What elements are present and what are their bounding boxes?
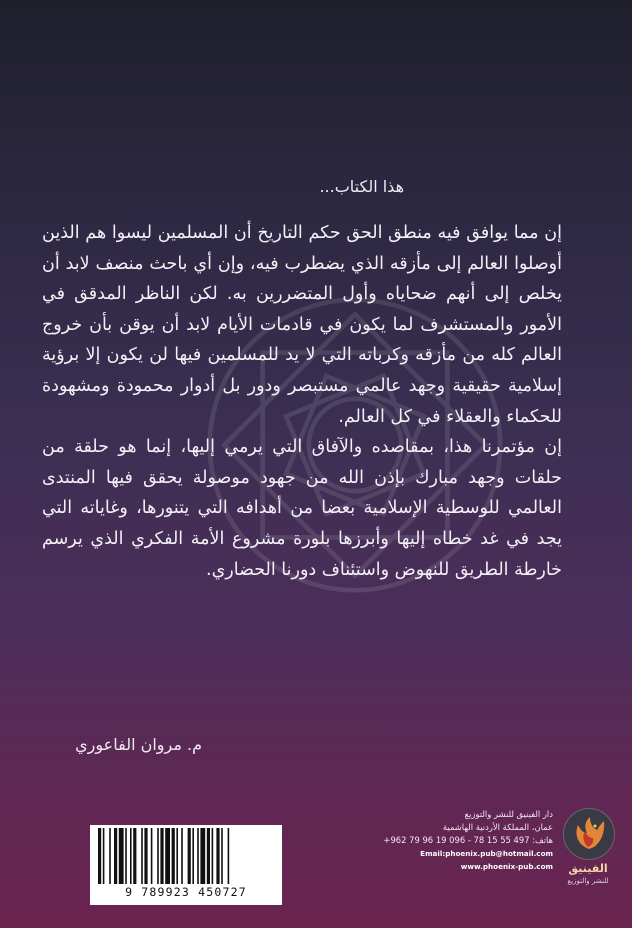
logo-circle bbox=[563, 808, 615, 860]
publisher-phone: هاتف: 497 55 15 78 - 096 19 96 79 962+ bbox=[383, 835, 553, 845]
publisher-info bbox=[383, 808, 553, 873]
publisher-logo bbox=[560, 808, 622, 888]
logo-label: الفينيق bbox=[568, 862, 608, 875]
blurb-heading: هذا الكتاب... bbox=[319, 177, 404, 196]
isbn-number: 9 789923 450727 bbox=[125, 885, 247, 899]
blurb-text bbox=[42, 218, 562, 585]
publisher-address: عمان، المملكة الأردنية الهاشمية bbox=[442, 822, 553, 832]
blurb-paragraph: إن مما يوافق فيه منطق الحق حكم التاريخ أن المسلمين ليسوا هم الذين أوصلوا العالم إلى مأزقه الذي يضطرب فيه، وإن أي باحث منصف لابد أن يخلص إلى أنهم ضحاياه وأول المتضررين به. لكن الناظر المدقق في الأمور والمستشرف لما يكون في قادمات الأيام لابد أن يوقن بأن خروج العالم كله من مأزقه وكرباته التي لا يد للمسلمين فيها لن يكون إلا برؤية إسلامية حقيقية وجهد عالمي مستبصر ودور بل أدوار محمودة ومشهودة للحكماء والعقلاء في كل العالم. bbox=[42, 223, 562, 427]
logo-sub-label: للنشر والتوزيع bbox=[567, 877, 609, 885]
blurb-paragraph: إن مؤتمرنا هذا، بمقاصده والآفاق التي يرمي إليها، إنما هو حلقة من حلقات وجهد مبارك بإذن الله من جهود موصولة يحقق فيها المنتدى العالمي للوسطية الإسلامية بعضا من أهدافه التي يتنورها، وغاياته التي يجد في غد خطاه إليها وأبرزها بلورة مشروع الأمة الفكري الذي يرسم خارطة الطريق للنهوض واستئناف دورنا الحضاري. bbox=[42, 437, 562, 580]
publisher-website: www.phoenix-pub.com bbox=[460, 862, 553, 871]
publisher-email: Email:phoenix.pub@hotmail.com bbox=[420, 849, 553, 858]
barcode-bars bbox=[94, 828, 278, 884]
publisher-name: دار الفينيق للنشر والتوزيع bbox=[464, 809, 553, 819]
author-signature: م. مروان الفاعوري bbox=[75, 735, 202, 754]
phoenix-bird-icon bbox=[564, 809, 614, 859]
isbn-barcode bbox=[90, 825, 282, 905]
